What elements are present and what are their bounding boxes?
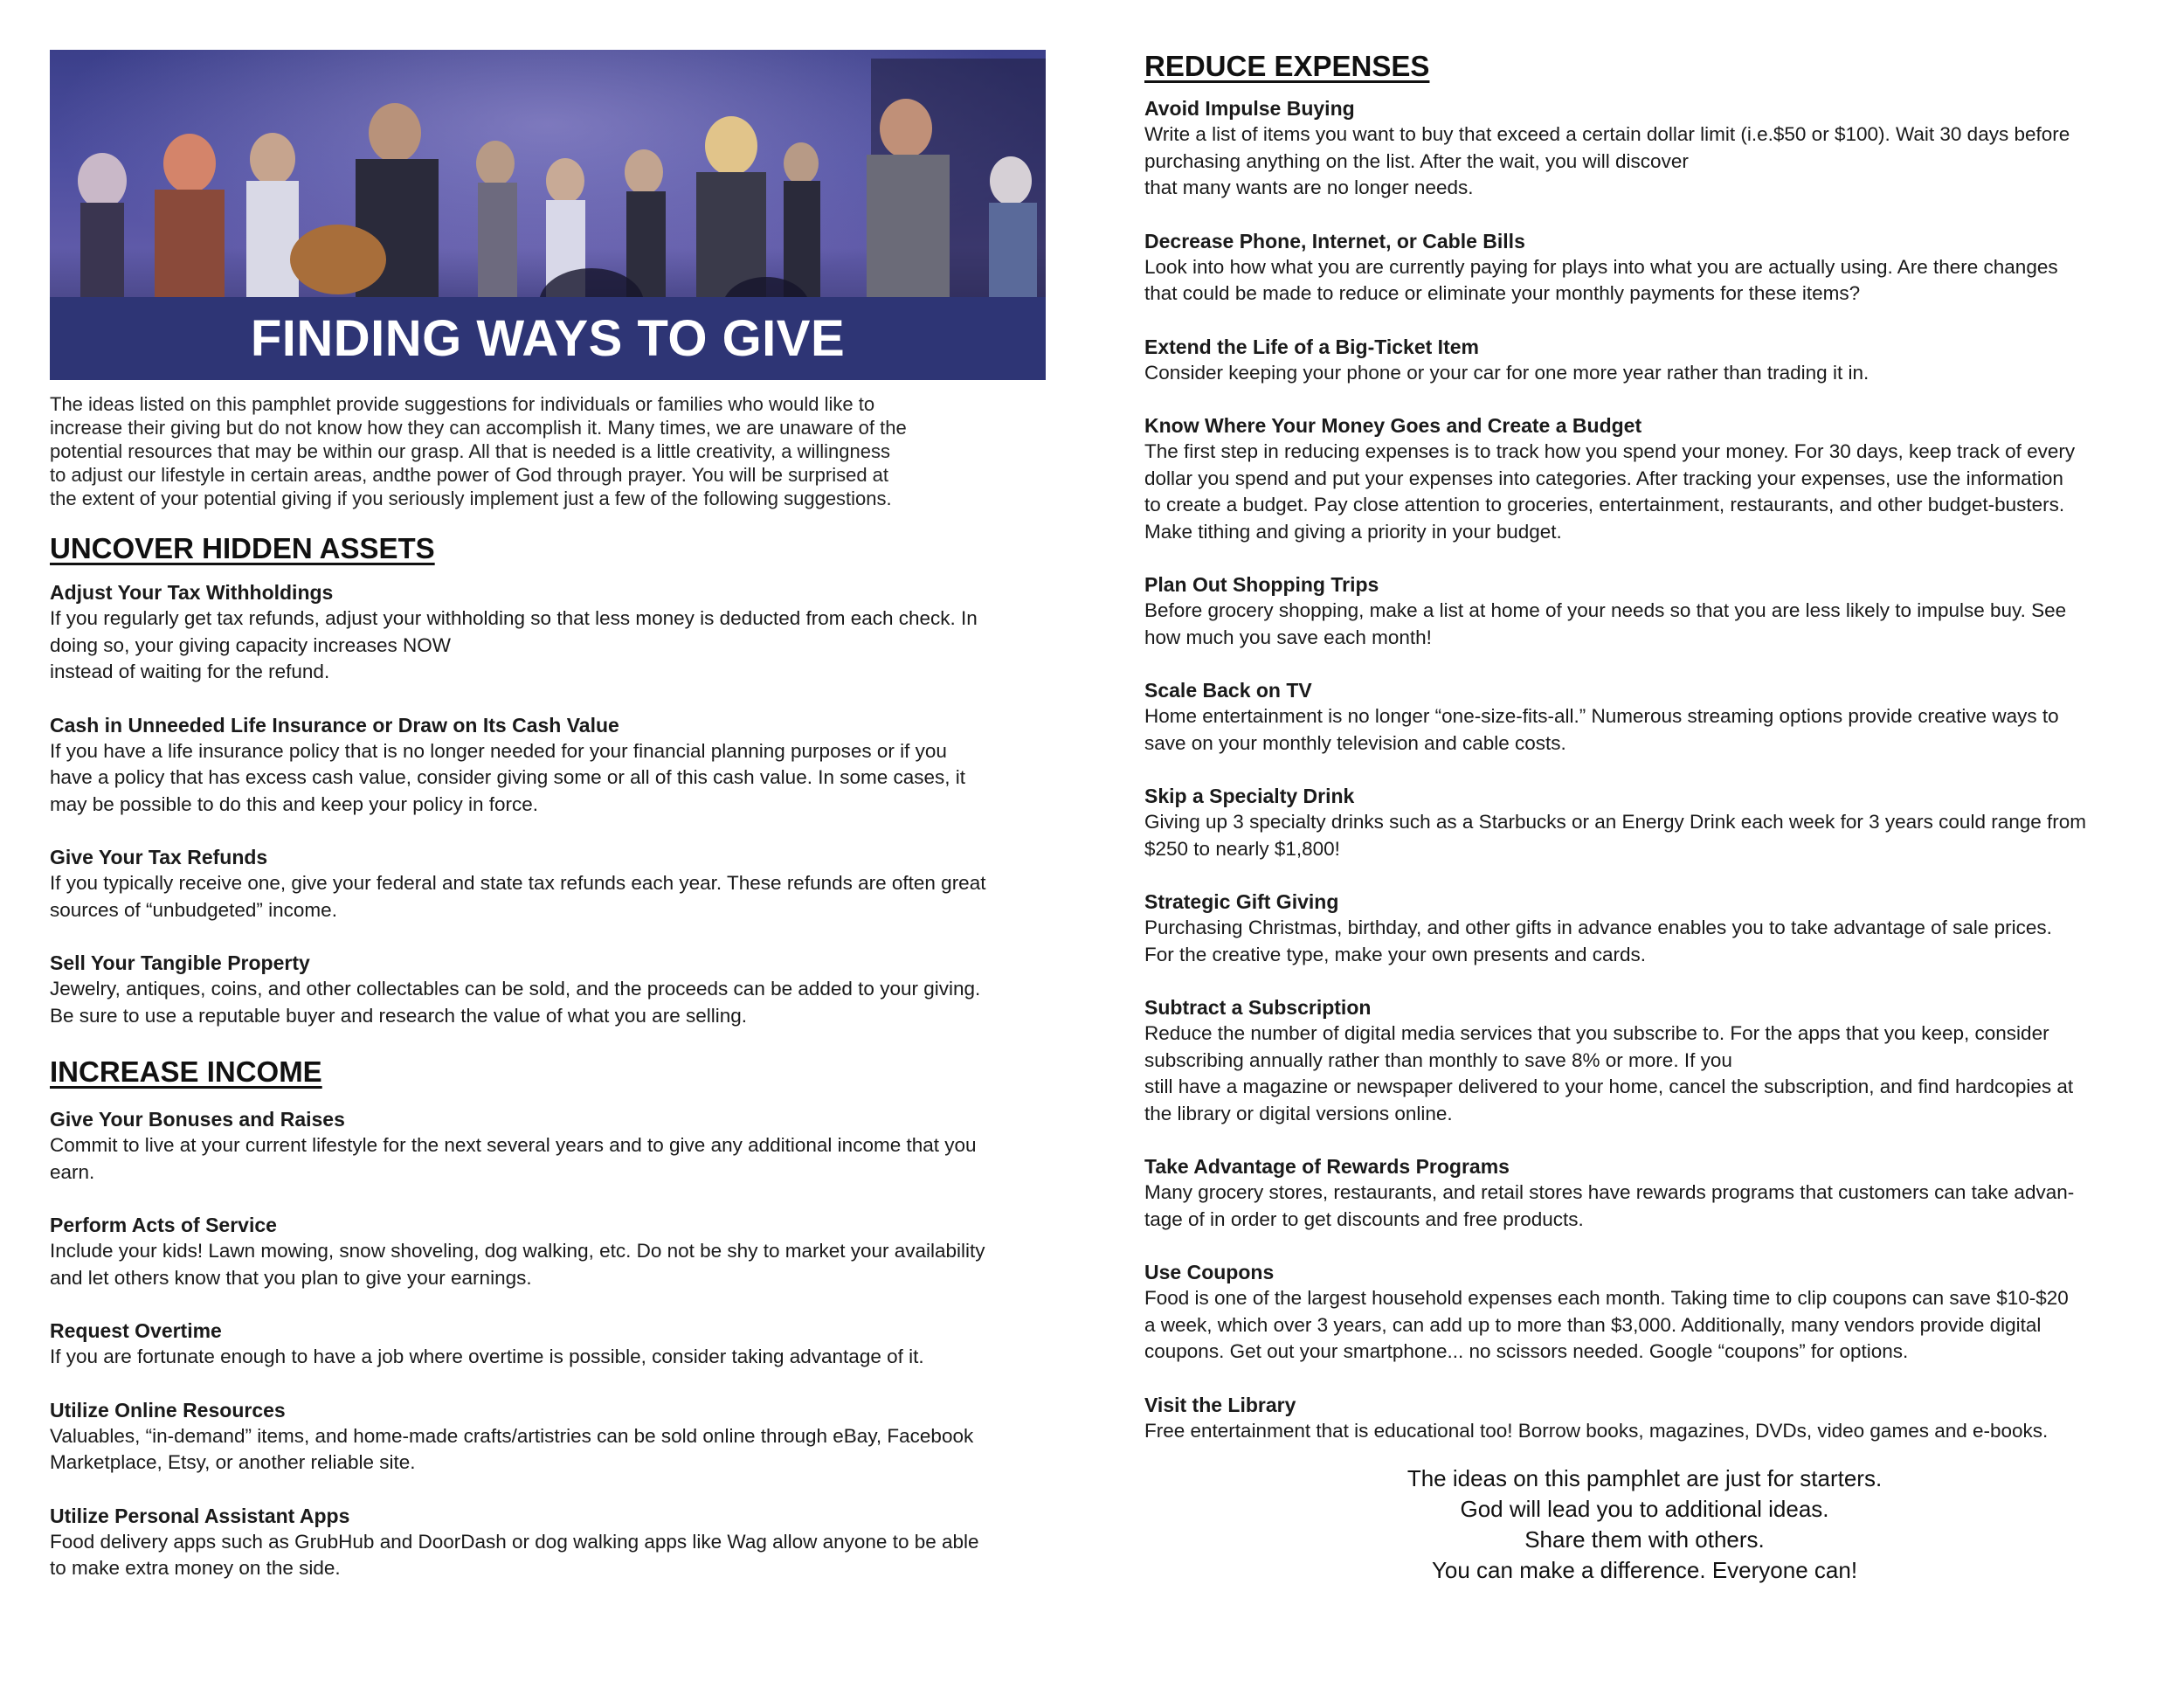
right-column [1144,50,2145,1586]
item-body: Reduce the number of digital media services that you subscribe to. For the apps that you keep, consider subscribing annually rather than monthly to save 8% or more. If you still have a magazine or newspaper delivered to your home, cancel the subscription, and find hardcopies at the library or digital versions online. [1144,1022,2074,1124]
item-body: Before grocery shopping, make a list at home of your needs so that you are less likely to impulse buy. See how much you save each month! [1144,599,2067,648]
item-title: Request Overtime [50,1319,222,1342]
closing-line: The ideas on this pamphlet are just for starters. [1406,1465,1883,1491]
item-title: Decrease Phone, Internet, or Cable Bills [1144,229,1525,253]
item-body: Purchasing Christmas, birthday, and other gifts in advance enables you to take advantage of sale prices. For the creative type, make your own presents and cards. [1144,917,2052,965]
item-body: Home entertainment is no longer “one-size-fits-all.” Numerous streaming options provide creative ways to save on your monthly television and cable costs. [1144,705,2059,754]
item-title: Skip a Specialty Drink [1144,785,1355,807]
intro-paragraph: The ideas listed on this pamphlet provide suggestions for individuals or families who would like to increase their giving but do not know how they can accomplish it. Many times, we are unaware of the potential resources that may be within our grasp. All that is needed is a little creativity, a willingness to adjust our lifestyle in certain areas, andthe power of God through prayer. You will be surprised at the extent of your potential giving if you seriously implement just a few of the following suggestions. [50,393,907,509]
section-title: REDUCE EXPENSES [1144,50,1430,82]
item-body: Food is one of the largest household expenses each month. Taking time to clip coupons can save $10-$20 a week, which over 3 years, can add up to more than $3,000. Additionally, many vendors provide digital coupons. Get out your smartphone... no scissors needed. Google “coupons” for options. [1144,1287,2069,1362]
list-item [50,1106,1046,1186]
list-item [1144,889,2145,968]
item-body: If you regularly get tax refunds, adjust your withholding so that less money is deducted from each check. In doing so, your giving capacity increases NOW instead of waiting for the refund. [50,607,978,682]
list-item [50,1212,1046,1291]
item-body: Look into how what you are currently paying for plays into what you are actually using. Are there changes that could be made to reduce or eliminate your monthly payments for these items? [1144,255,2058,304]
page-title: FINDING WAYS TO GIVE [250,310,846,367]
worship-team-photo [50,50,1046,299]
list-item [50,579,1046,686]
item-title: Subtract a Subscription [1144,996,1372,1019]
item-title: Give Your Tax Refunds [50,846,268,868]
section-increase-income [50,1055,1046,1582]
list-item [1144,1153,2145,1233]
item-title: Sell Your Tangible Property [50,951,310,974]
item-title: Strategic Gift Giving [1144,890,1339,913]
left-column [50,50,1046,1608]
list-item [50,1318,1046,1371]
list-item [1144,1392,2145,1445]
item-title: Utilize Online Resources [50,1398,286,1422]
section-title: INCREASE INCOME [50,1055,322,1088]
list-item [1144,95,2145,202]
item-title: Scale Back on TV [1144,679,1312,702]
title-band [50,297,1046,380]
item-body: If you typically receive one, give your federal and state tax refunds each year. These refunds are often great sources of “unbudgeted” income. [50,872,986,921]
list-item [1144,334,2145,387]
closing-line: Share them with others. [1524,1526,1765,1553]
item-title: Extend the Life of a Big-Ticket Item [1144,335,1479,358]
list-item [1144,783,2145,862]
item-body: Include your kids! Lawn mowing, snow shoveling, dog walking, etc. Do not be shy to market your availability and let others know that you plan to give your earnings. [50,1240,985,1289]
item-body: The first step in reducing expenses is to track how you spend your money. For 30 days, keep track of every dollar you spend and put your expenses into categories. After tracking your expenses, use the information to create a budget. Pay close attention to groceries, entertainment, restaurants, and other budget-busters. Make tithing and giving a priority in your budget. [1144,440,2076,543]
list-item [1144,677,2145,757]
item-body: Food delivery apps such as GrubHub and DoorDash or dog walking apps like Wag allow anyone to be able to make extra money on the side. [50,1530,979,1579]
item-body: Commit to live at your current lifestyle for the next several years and to give any additional income that you earn. [50,1134,977,1183]
hero-banner [50,50,1046,380]
list-item [1144,228,2145,308]
item-body: Many grocery stores, restaurants, and retail stores have rewards programs that customers can take advan- tage of in order to get discounts and free products. [1144,1181,2075,1230]
closing-message [1144,1463,2145,1586]
list-item [50,1397,1046,1477]
item-title: Take Advantage of Rewards Programs [1144,1155,1510,1178]
item-title: Use Coupons [1144,1261,1275,1283]
section-uncover-hidden-assets [50,532,1046,1029]
item-title: Perform Acts of Service [50,1214,277,1236]
closing-line: You can make a difference. Everyone can! [1431,1557,1858,1583]
item-title: Avoid Impulse Buying [1144,97,1355,120]
item-title: Visit the Library [1144,1393,1296,1416]
list-item [50,844,1046,924]
list-item [1144,571,2145,651]
section-title: UNCOVER HIDDEN ASSETS [50,532,435,564]
closing-line: God will lead you to additional ideas. [1460,1496,1829,1522]
list-item [1144,1259,2145,1366]
item-body: Valuables, “in-demand” items, and home-made crafts/artistries can be sold online through eBay, Facebook Marketplace, Etsy, or another reliable site. [50,1424,974,1473]
list-item [1144,412,2145,545]
item-body: Free entertainment that is educational too! Borrow books, magazines, DVDs, video games and e-books. [1144,1419,2049,1442]
list-item [50,950,1046,1029]
list-item [50,712,1046,819]
item-title: Know Where Your Money Goes and Create a Budget [1144,414,1642,437]
item-title: Utilize Personal Assistant Apps [50,1504,350,1527]
list-item [1144,994,2145,1127]
list-item [50,1503,1046,1582]
section-reduce-expenses [1144,50,2145,1444]
item-title: Give Your Bonuses and Raises [50,1108,345,1131]
item-body: If you are fortunate enough to have a job where overtime is possible, consider taking advantage of it. [50,1346,924,1367]
item-title: Adjust Your Tax Withholdings [50,581,334,604]
item-body: Jewelry, antiques, coins, and other collectables can be sold, and the proceeds can be added to your giving. Be sure to use a reputable buyer and research the value of what you are selling. [50,978,981,1027]
item-body: Giving up 3 specialty drinks such as a Starbucks or an Energy Drink each week for 3 years could range from $250 to nearly $1,800! [1144,811,2087,860]
item-body: If you have a life insurance policy that is no longer needed for your financial planning purposes or if you have a policy that has excess cash value, consider giving some or all of this cash value. In some cases, it may be possible to do this and keep your policy in force. [50,739,966,815]
item-body: Write a list of items you want to buy that exceed a certain dollar limit (i.e.$50 or $100). Wait 30 days before purchasing anything on the list. After the wait, you will discover that many wants are no longer needs. [1144,123,2070,198]
item-title: Cash in Unneeded Life Insurance or Draw on Its Cash Value [50,713,619,737]
item-title: Plan Out Shopping Trips [1144,573,1379,596]
item-body: Consider keeping your phone or your car for one more year rather than trading it in. [1144,361,1870,384]
